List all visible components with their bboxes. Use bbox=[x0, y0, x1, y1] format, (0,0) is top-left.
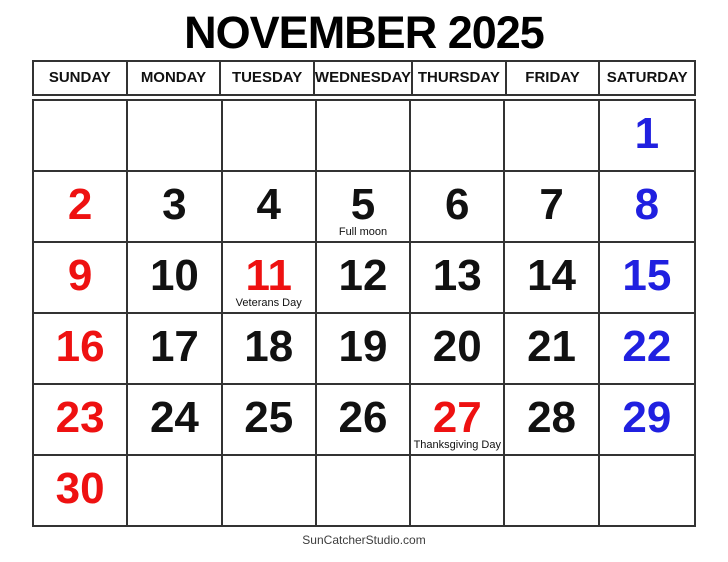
day-number: 17 bbox=[149, 321, 199, 371]
day-cell bbox=[317, 172, 411, 243]
weekday-header-wednesday: WEDNESDAY bbox=[315, 62, 413, 94]
day-cell bbox=[128, 456, 222, 525]
day-note: Thanksgiving Day bbox=[413, 439, 501, 451]
day-cell bbox=[223, 385, 317, 456]
day-cell bbox=[128, 385, 222, 456]
day-cell bbox=[317, 101, 411, 172]
day-number: 20 bbox=[432, 321, 482, 371]
day-cell bbox=[34, 243, 128, 314]
day-number: 22 bbox=[622, 321, 672, 371]
day-number: 27 bbox=[432, 392, 482, 442]
day-cell bbox=[505, 101, 599, 172]
day-cell bbox=[505, 456, 599, 525]
day-cell bbox=[223, 101, 317, 172]
day-number: 10 bbox=[149, 250, 199, 300]
day-cell bbox=[34, 385, 128, 456]
day-cell bbox=[317, 243, 411, 314]
day-number: 25 bbox=[244, 392, 294, 442]
day-cell bbox=[411, 101, 505, 172]
day-number: 19 bbox=[338, 321, 388, 371]
calendar bbox=[32, 60, 696, 527]
day-cell bbox=[411, 314, 505, 385]
day-cell bbox=[223, 243, 317, 314]
day-cell bbox=[223, 172, 317, 243]
day-cell bbox=[128, 314, 222, 385]
day-number: 5 bbox=[350, 179, 376, 229]
day-number: 29 bbox=[622, 392, 672, 442]
calendar-title: NOVEMBER 2025 bbox=[184, 7, 544, 58]
day-cell bbox=[34, 314, 128, 385]
day-cell bbox=[411, 243, 505, 314]
day-number: 18 bbox=[244, 321, 294, 371]
day-number: 15 bbox=[622, 250, 672, 300]
day-cell bbox=[223, 456, 317, 525]
footer-credit: SunCatcherStudio.com bbox=[302, 533, 426, 547]
day-cell bbox=[600, 243, 694, 314]
day-number: 8 bbox=[634, 179, 660, 229]
day-note: Full moon bbox=[338, 226, 388, 238]
day-cell bbox=[505, 314, 599, 385]
day-cell bbox=[128, 243, 222, 314]
day-number: 14 bbox=[527, 250, 577, 300]
day-number: 11 bbox=[245, 250, 292, 300]
day-number: 26 bbox=[338, 392, 388, 442]
day-number: 1 bbox=[634, 108, 660, 158]
calendar-grid bbox=[32, 99, 696, 527]
weekday-header-monday: MONDAY bbox=[128, 62, 222, 94]
day-number: 2 bbox=[67, 179, 93, 229]
day-cell bbox=[505, 172, 599, 243]
day-cell bbox=[128, 101, 222, 172]
day-cell bbox=[34, 456, 128, 525]
day-cell bbox=[411, 385, 505, 456]
day-number: 13 bbox=[432, 250, 482, 300]
day-cell bbox=[600, 314, 694, 385]
day-cell bbox=[505, 385, 599, 456]
day-number: 4 bbox=[256, 179, 281, 229]
day-cell bbox=[223, 314, 317, 385]
day-cell bbox=[34, 101, 128, 172]
day-cell bbox=[411, 172, 505, 243]
day-cell bbox=[600, 172, 694, 243]
day-number: 12 bbox=[338, 250, 388, 300]
day-number: 28 bbox=[527, 392, 577, 442]
weekday-header-sunday: SUNDAY bbox=[34, 62, 128, 94]
day-cell bbox=[600, 101, 694, 172]
day-cell bbox=[600, 456, 694, 525]
day-note: Veterans Day bbox=[235, 297, 302, 309]
day-number: 16 bbox=[55, 321, 105, 371]
day-cell bbox=[411, 456, 505, 525]
weekday-header-saturday: SATURDAY bbox=[606, 69, 688, 86]
day-cell bbox=[600, 385, 694, 456]
day-cell bbox=[505, 243, 599, 314]
day-cell bbox=[128, 172, 222, 243]
day-number: 6 bbox=[445, 179, 470, 229]
day-number: 21 bbox=[527, 321, 577, 371]
weekday-header-thursday: THURSDAY bbox=[413, 62, 507, 94]
day-number: 30 bbox=[55, 463, 105, 513]
weekday-header-row bbox=[32, 60, 696, 96]
day-cell bbox=[317, 456, 411, 525]
weekday-header-friday: FRIDAY bbox=[507, 62, 601, 94]
day-number: 7 bbox=[539, 179, 564, 229]
day-cell bbox=[34, 172, 128, 243]
weekday-header-tuesday: TUESDAY bbox=[221, 62, 315, 94]
day-number: 9 bbox=[67, 250, 93, 300]
day-cell bbox=[317, 385, 411, 456]
day-number: 23 bbox=[55, 392, 105, 442]
day-number: 24 bbox=[149, 392, 199, 442]
day-cell bbox=[317, 314, 411, 385]
day-number: 3 bbox=[162, 179, 187, 229]
